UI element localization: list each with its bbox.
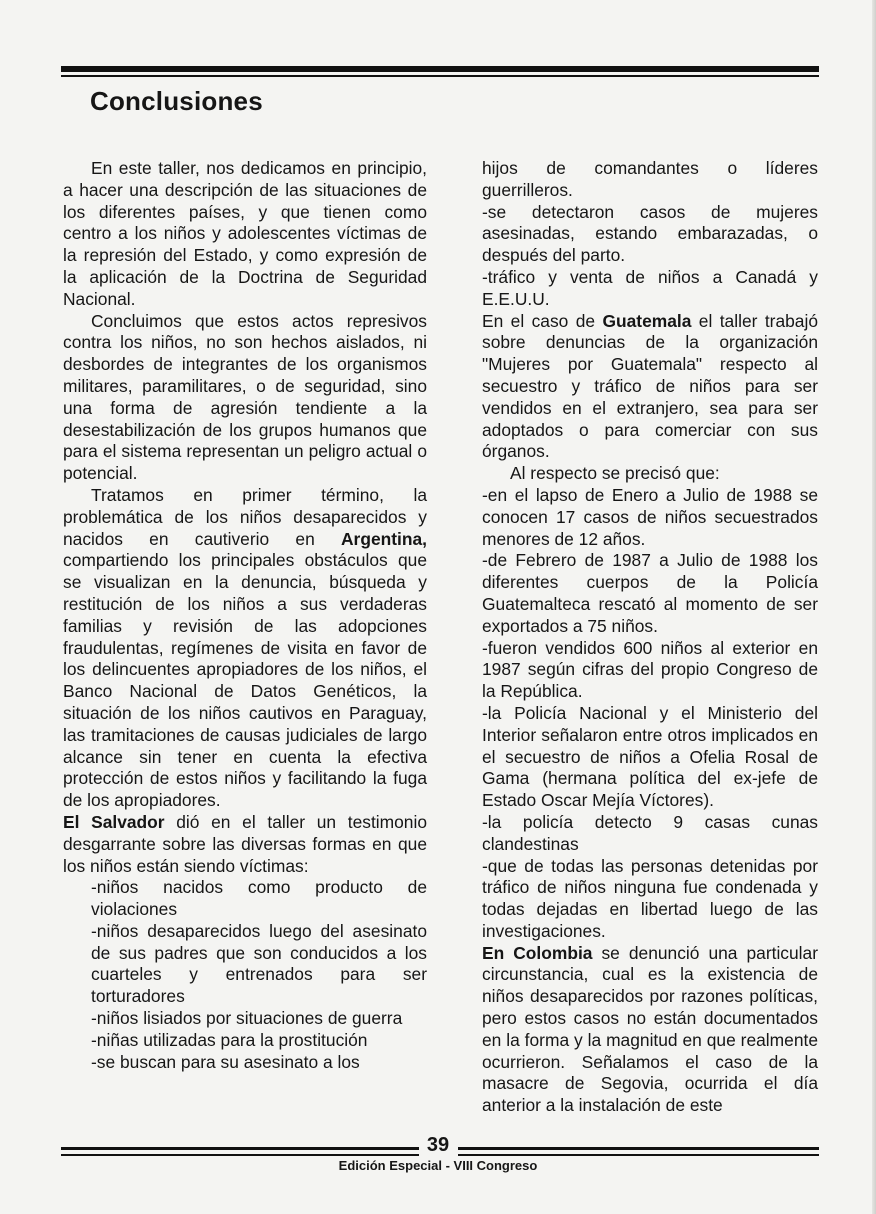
page-title: Conclusiones	[90, 86, 263, 116]
paragraph-conclusion: Concluimos que estos actos represivos contra los niños, no son hechos aislados, ni desbordes de integrantes de los organismos militares, paramilitares, o de seguridad, sino una forma de agresión tendiente a la desestabilización de los grupos humanos que para el sistema representan un peligro actual o potencial.	[63, 310, 427, 484]
paragraph-text: compartiendo los principales obstáculos que se visualizan en la denuncia, búsqueda y restitución de los niños a sus verdaderas familias y revisión de las adopciones fraudulentas, regímenes de visita en favor de los delincuentes apropiadores de los niños, el Banco Nacional de Datos Genéticos, la situación de los niños cautivos en Paraguay, las tramitaciones de causas judiciales de largo alcance sin tener en cuenta la efectiva protección de estos niños y facilitando la fuga de los apropiadores.	[63, 550, 427, 811]
list-item: -niñas utilizadas para la prostitución	[91, 1029, 368, 1050]
list-item: -que de todas las personas detenidas por tráfico de niños ninguna fue condenada y todas dejadas en libertad luego de las investigaciones.	[482, 855, 818, 941]
list-item: -niños lisiados por situaciones de guerra	[91, 1008, 403, 1029]
paragraph-text: se denunció una particular circunstancia, cual es la existencia de niños desaparecidos por razones políticas, pero estos casos no están documentados en la forma y la magnitud en que realmente ocurrieron. Señalamos el caso de la masacre de Segovia, ocurrida el día anterior a la instalación de este	[482, 942, 819, 1116]
right-column	[482, 158, 818, 1117]
country-colombia: En Colombia	[482, 942, 593, 963]
country-guatemala: Guatemala	[602, 310, 692, 331]
paragraph-text: Tratamos en primer término, la problemática de los niños desaparecidos y nacidos en cautiverio en	[63, 484, 427, 549]
country-el-salvador: El Salvador	[63, 811, 165, 832]
paragraph-text: dió en el taller un testimonio desgarrante sobre las diversas formas en que los niños están siendo víctimas:	[63, 811, 428, 876]
list-item: -de Febrero de 1987 a Julio de 1988 los diferentes cuerpos de la Policía Guatemalteca rescató al momento de ser exportados a 75 niños.	[482, 550, 818, 636]
footer-rule-left-thin	[61, 1154, 419, 1156]
paragraph-precision: Al respecto se precisó que:	[510, 463, 720, 484]
left-column	[63, 158, 427, 1073]
list-item: -tráfico y venta de niños a Canadá y E.E.U.U.	[482, 266, 818, 309]
list-item: -se detectaron casos de mujeres asesinadas, estando embarazadas, o después del parto.	[482, 201, 818, 266]
footer-rule-left	[61, 1147, 419, 1150]
paragraph-text: En el caso de	[482, 310, 603, 331]
footer-publication: Edición Especial - VIII Congreso	[338, 1158, 538, 1173]
list-item: -fueron vendidos 600 niños al exterior en 1987 según cifras del propio Congreso de la República.	[482, 637, 818, 702]
paragraph-argentina	[63, 485, 427, 812]
paragraph-el-salvador	[63, 812, 427, 877]
list-item: -niños nacidos como producto de violaciones	[91, 877, 427, 920]
footer-rule-right	[458, 1147, 819, 1150]
footer-rule-right-thin	[458, 1154, 819, 1156]
list-item: -la policía detecto 9 casas cunas clandestinas	[482, 811, 818, 854]
header-rule	[61, 66, 819, 72]
list-item: -la Policía Nacional y el Ministerio del Interior señalaron entre otros implicados en el secuestro de niños a Ofelia Rosal de Gama (hermana política del ex-jefe de Estado Oscar Mejía Víctores).	[482, 702, 818, 811]
paragraph-colombia	[482, 943, 818, 1117]
page-number: 39	[426, 1134, 450, 1156]
country-argentina: Argentina,	[341, 528, 427, 549]
header-rule-thin	[61, 75, 819, 77]
paragraph-guatemala	[482, 311, 818, 464]
list-item: -niños desaparecidos luego del asesinato de sus padres que son conducidos a los cuarteles y entrenados para ser torturadores	[91, 920, 427, 1007]
paragraph-text: el taller trabajó sobre denuncias de la organización "Mujeres por Guatemala" respecto al secuestro y tráfico de niños para ser vendidos en el extranjero, sea para ser adoptados o para comerciar con sus órganos.	[482, 310, 818, 462]
page-edge	[872, 0, 876, 1214]
list-item: -se buscan para su asesinato a los	[91, 1051, 360, 1072]
paragraph-continued: hijos de comandantes o líderes guerrilleros.	[482, 158, 818, 200]
list-item: -en el lapso de Enero a Julio de 1988 se conocen 17 casos de niños secuestrados menores de 12 años.	[482, 484, 818, 549]
paragraph-intro: En este taller, nos dedicamos en principio, a hacer una descripción de las situaciones de los diferentes países, y que tienen como centro a los niños y adolescentes víctimas de la represión del Estado, y como expresión de la aplicación de la Doctrina de Seguridad Nacional.	[63, 158, 427, 309]
